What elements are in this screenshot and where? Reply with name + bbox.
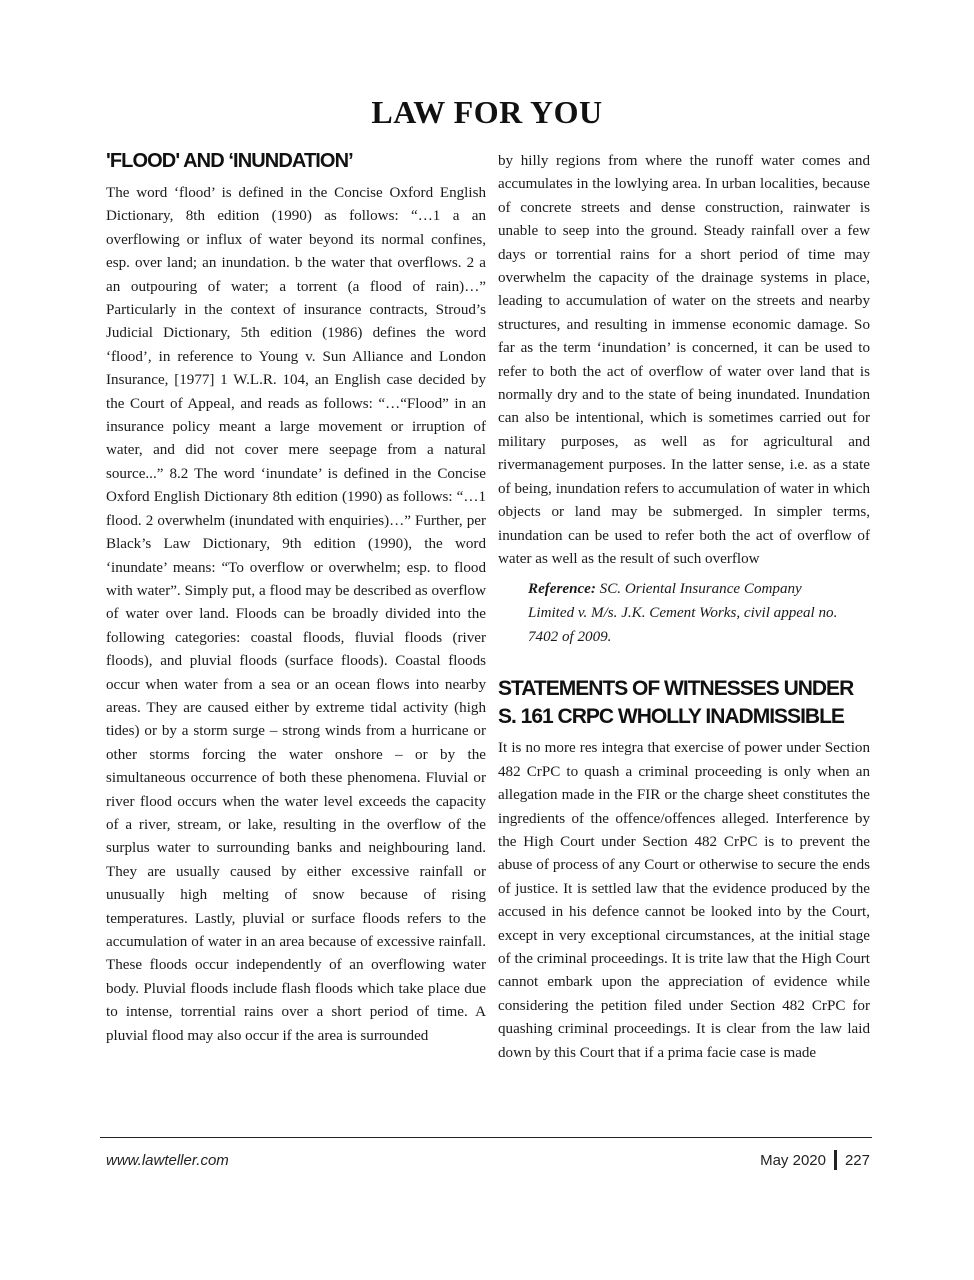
article1-heading: 'FLOOD' AND ‘INUNDATION’: [106, 150, 353, 172]
article2-body: It is no more res integra that exercise of power under Section 482 CrPC to quash a criminal proceeding is only when an allegation made in the FIR or the charge sheet constitutes the ingredients of the offence/offences alleged. Interference by the High Court under Section 482 CrPC is to prevent the abuse of process of any Court or otherwise to secure the ends of justice. It is settled law that the evidence produced by the accused in his defence cannot be looked into by the Court, except in very exceptional circumstances, at the initial stage of the criminal proceedings. It is trite law that the High Court cannot embark upon the appreciation of evidence while considering the petition filed under Section 482 CrPC for quashing criminal proceedings. It is clear from the law laid down by this Court that if a prima facie case is made: [498, 740, 870, 1061]
masthead-title: LAW FOR YOU: [371, 94, 603, 130]
article1-reference: [528, 577, 848, 649]
footer-date: May 2020: [760, 1151, 826, 1169]
footer-url: www.lawteller.com: [106, 1152, 229, 1169]
article2-heading: STATEMENTS OF WITNESSES UNDER S. 161 CRPC WHOLLY INADMISSIBLE: [498, 677, 854, 729]
left-column: [106, 148, 486, 1048]
article1-body-left: The word ‘flood’ is defined in the Concise Oxford English Dictionary, 8th edition (1990) as follows: “…1 a an overflowing or influx of water beyond its normal confines, esp. over land; an inundation. b the water that overflows. 2 a an outpouring of water; a torrent (a flood of rain)…” Particularly in the context of insurance contracts, Stroud’s Judicial Dictionary, 5th edition (1986) defines the word ‘flood’, in reference to Young v. Sun Alliance and London Insurance, [1977] 1 W.L.R. 104, an English case decided by the Court of Appeal, and reads as follows: “…“Flood” in an insurance policy meant a large movement or irruption of water, and did not cover mere seepage from a natural source...” 8.2 The word ‘inundate’ is defined in the Concise Oxford English Dictionary 8th edition (1990) as follows: “…1 flood. 2 overwhelm (inundated with enquiries)…” Further, per Black’s Law Dictionary, 9th edition (1990), the word ‘inundate’ means: “To overflow or overwhelm; esp. to flood with water”. Simply put, a flood may be described as overflow of water over land. Floods can be broadly divided into the following categories: coastal floods, fluvial floods (river floods), and pluvial floods (surface floods). Coastal floods occur when water from a sea or an ocean flows into nearby areas. They are caused either by extreme tidal activity (high tides) or by a storm surge – strong winds from a hurricane or other storms forcing the water onshore – or by the simultaneous occurrence of both these phenomena. Fluvial or river flood occurs when the water level exceeds the capacity of a river, stream, or lake, resulting in the overflow of the surplus water to surrounding banks and neighbouring land. They are usually caused by either excessive rainfall or unusually high melting of snow because of rising temperatures. Lastly, pluvial or surface floods refers to the accumulation of water in an area because of excessive rainfall. These floods occur independently of an overflowing water body. Pluvial floods include flash floods which take place due to intense, torrential rains over a short period of time. A pluvial flood may also occur if the area is surrounded: [106, 185, 486, 1044]
footer-page-info: [760, 1150, 870, 1170]
right-column: [498, 150, 870, 1065]
footer-rule: [100, 1137, 872, 1138]
reference-label: Reference:: [528, 581, 596, 598]
article1-body-right: by hilly regions from where the runoff water comes and accumulates in the lowlying area. In urban localities, because of concrete streets and dense construction, rainwater is unable to seep into the ground. Steady rainfall over a few days or torrential rains for a short period of time may overwhelm the capacity of the drainage systems in place, leading to accumulation of water on the streets and nearby structures, and resulting in immense economic damage. So far as the term ‘inundation’ is concerned, it can be used to refer to both the act of overflow of water over land that is normally dry and to the state of being inundated. Inundation can also be intentional, which is sometimes carried out for military purposes, as well as for agricultural and rivermanagement purposes. In the latter sense, i.e. as a state of being, inundation refers to accumulation of water in which objects or land may be submerged. In simpler terms, inundation can be used to refer both the act of overflow of water as well as the result of such overflow: [498, 153, 870, 567]
footer-divider: [834, 1150, 837, 1170]
footer-page-number: 227: [844, 1151, 870, 1169]
reference-text: SC. Oriental Insurance Company Limited v. M/s. J.K. Cement Works, civil appeal no. 7402 of 2009.: [528, 581, 838, 646]
